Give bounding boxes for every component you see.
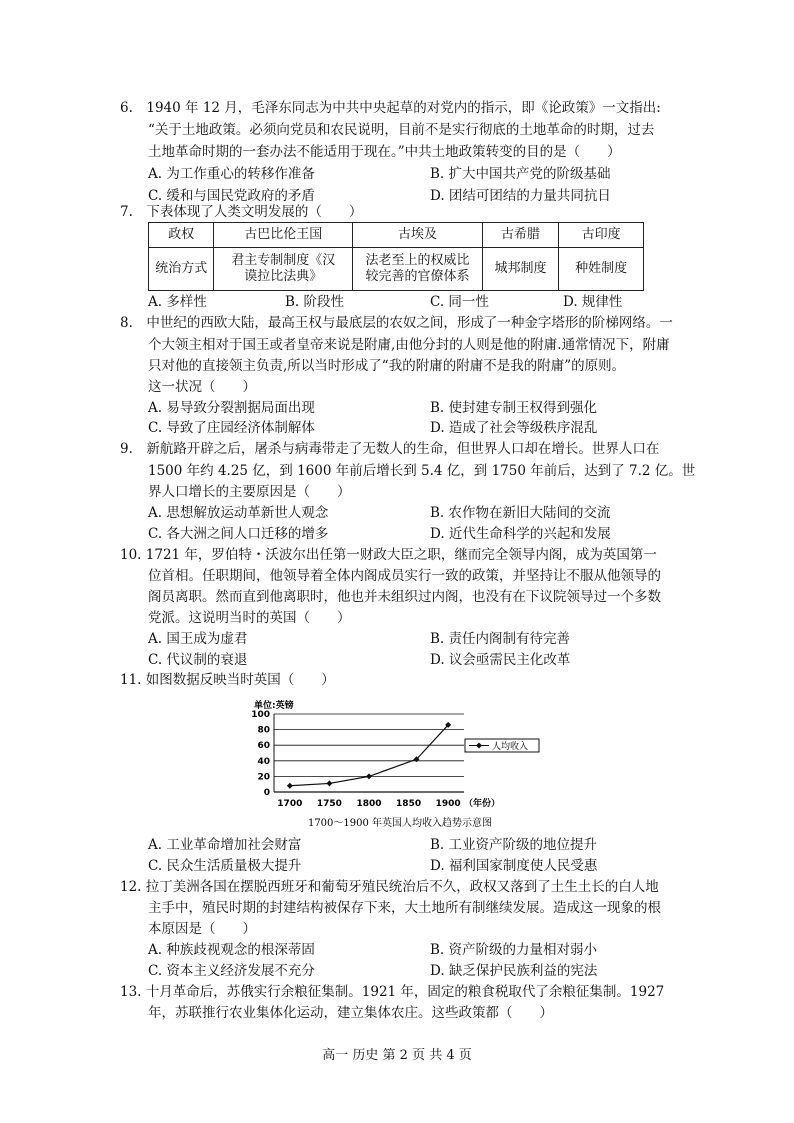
q10-option-b: B. 责任内阁制有待完善 [430, 631, 571, 647]
q7-option-b: B. 阶段性 [285, 294, 345, 310]
q9-option-a: A. 思想解放运动革新世人观念 [148, 505, 329, 521]
q6-option-d: D. 团结可团结的力量共同抗日 [430, 188, 611, 204]
chart-x-tick-label: 1700 [277, 799, 303, 809]
q10-option-a: A. 国王成为虚君 [148, 631, 248, 647]
table-cell: 君主专制制度《汉 谟拉比法典》 [214, 248, 353, 291]
q11-option-a: A. 工业革命增加社会财富 [148, 837, 302, 853]
q8-stem-line4: 这一状况（ ） [148, 379, 256, 395]
q10-option-c: C. 代议制的衰退 [148, 652, 248, 668]
q8-option-d: D. 造成了社会等级秩序混乱 [430, 420, 598, 436]
chart-y-tick-label: 20 [257, 772, 270, 783]
q8-option-a: A. 易导致分裂割据局面出现 [148, 400, 315, 416]
q6-stem-line1: 6. 1940 年 12 月，毛泽东同志为中共中央起草的对党内的指示，即《论政策》一文指出: [120, 100, 661, 116]
q7-stem-line1: 7. 下表体现了人类文明发展的（ ） [120, 204, 363, 220]
q12-stem-line1: 12. 拉丁美洲各国在摆脱西班牙和葡萄牙殖民统治后不久，政权又落到了土生土长的白人地 [120, 879, 659, 895]
chart-x-axis-label: （年份） [464, 799, 501, 809]
chart-data-point [287, 783, 293, 789]
chart-data-point [366, 773, 372, 779]
q12-stem-line2: 主手中，殖民时期的封建结构被保存下来，大土地所有制继续发展。造成这一现象的根 [148, 900, 661, 916]
chart-x-tick-label: 1750 [316, 799, 342, 809]
q12-option-d: D. 缺乏保护民族利益的宪法 [430, 963, 598, 979]
q7-option-c: C. 同一性 [430, 294, 489, 310]
chart-legend-label: 人均收入 [492, 742, 529, 752]
q6-option-a: A. 为工作重心的转移作准备 [148, 166, 315, 182]
q12-option-b: B. 资产阶级的力量相对弱小 [430, 942, 598, 958]
table-header-cell: 古埃及 [352, 223, 482, 248]
chart-series [287, 722, 451, 789]
q11-option-d: D. 福利国家制度使人民受惠 [430, 858, 598, 874]
q12-option-a: A. 种族歧视观念的根深蒂固 [148, 942, 315, 958]
q8-stem-line3: 只对他的直接领主负责,所以当时形成了“我的附庸的附庸不是我的附庸”的原则。 [148, 358, 626, 374]
table-header-cell: 古巴比伦王国 [214, 223, 353, 248]
chart-y-tick-label: 40 [257, 756, 270, 767]
q13-stem-line1: 13. 十月革命后，苏俄实行余粮征集制。1921 年，固定的粮食税取代了余粮征集制。1927 [120, 984, 665, 1000]
chart-y-tick-label: 0 [263, 788, 270, 798]
table-cell: 城邦制度 [482, 248, 558, 291]
q11-stem-line1: 11. 如图数据反映当时英国（ ） [120, 672, 335, 688]
q9-stem-line3: 界人口增长的主要原因是（ ） [148, 484, 351, 500]
q6-option-c: C. 缓和与国民党政府的矛盾 [148, 188, 315, 204]
chart-y-tick-label: 100 [251, 710, 270, 720]
chart-y-ticks [251, 710, 270, 798]
q10-stem-line1: 10. 1721 年，罗伯特・沃波尔出任第一财政大臣之职，继而完全领导内阁，成为英国第一 [120, 547, 657, 563]
q8-option-b: B. 使封建专制王权得到强化 [430, 400, 598, 416]
chart-x-tick-label: 1850 [396, 799, 422, 809]
civilization-table [148, 222, 644, 291]
q9-option-b: B. 农作物在新旧大陆间的交流 [430, 505, 611, 521]
chart-x-ticks [277, 799, 460, 809]
q8-stem-line2: 个大领主相对于国王或者皇帝来说是附庸,由他分封的人则是他的附庸.通常情况下，附庸 [148, 337, 670, 353]
q7-option-a: A. 多样性 [148, 294, 207, 310]
q9-option-c: C. 各大洲之间人口迁移的增多 [148, 526, 329, 542]
q11-option-b: B. 工业资产阶级的地位提升 [430, 837, 598, 853]
table-cell: 法老至上的权威比 较完善的官僚体系 [352, 248, 482, 291]
chart-y-tick-label: 60 [257, 741, 270, 752]
q9-stem-line2: 1500 年约 4.25 亿，到 1600 年前后增长到 5.4 亿，到 1750 年前后，达到了 7.2 亿。世 [148, 463, 696, 479]
chart-x-tick-label: 1800 [356, 799, 382, 809]
q10-stem-line4: 党派。这说明当时的英国（ ） [148, 610, 351, 626]
q12-option-c: C. 资本主义经济发展不充分 [148, 963, 315, 979]
chart-data-point [326, 780, 332, 786]
q12-stem-line3: 本原因是（ ） [148, 921, 256, 937]
q7-option-d: D. 规律性 [563, 294, 623, 310]
q10-stem-line2: 位首相。任职期间，他领导着全体内阁成员实行一致的政策，并坚持让不服从他领导的 [148, 568, 661, 584]
q8-option-c: C. 导致了庄园经济体制解体 [148, 420, 315, 436]
table-header-cell: 政权 [149, 223, 214, 248]
chart-grid [274, 714, 464, 792]
chart-y-tick-label: 80 [257, 725, 270, 736]
q9-stem-line1: 9. 新航路开辟之后，屠杀与病毒带走了无数人的生命，但世界人口却在增长。世界人口在 [120, 441, 660, 457]
q13-stem-line2: 年，苏联推行农业集体化运动，建立集体农庄。这些政策都（ ） [148, 1005, 553, 1021]
chart-x-tick-label: 1900 [435, 799, 461, 809]
q6-option-b: B. 扩大中国共产党的阶级基础 [430, 166, 611, 182]
table-cell: 种姓制度 [559, 248, 644, 291]
q11-option-c: C. 民众生活质量极大提升 [148, 858, 302, 874]
q6-stem-line2: “关于土地政策。必须向党员和农民说明，目前不是实行彻底的土地革命的时期，过去 [148, 122, 655, 138]
q9-option-d: D. 近代生命科学的兴起和发展 [430, 526, 611, 542]
page-footer: 高一 历史 第 2 页 共 4 页 [322, 1048, 472, 1063]
q10-stem-line3: 阁员离职。然而直到他离职时，他也并未组织过内阁，也没有在下议院领导过一个多数 [148, 589, 661, 605]
chart-title: 1700～1900 年英国人均收入趋势示意图 [307, 818, 493, 829]
table-row-label: 统治方式 [149, 248, 214, 291]
chart-unit-label: 单位:英镑 [254, 701, 294, 711]
table-header-cell: 古印度 [559, 223, 644, 248]
table-header-cell: 古希腊 [482, 223, 558, 248]
q8-stem-line1: 8. 中世纪的西欧大陆，最高王权与最底层的农奴之间，形成了一种金字塔形的阶梯网络。一 [120, 315, 673, 331]
q10-option-d: D. 议会亟需民主化改革 [430, 652, 571, 668]
q6-stem-line3: 土地革命时期的一套办法不能适用于现在。”中共土地政策转变的目的是（ ） [148, 144, 621, 160]
income-trend-chart [240, 696, 560, 830]
